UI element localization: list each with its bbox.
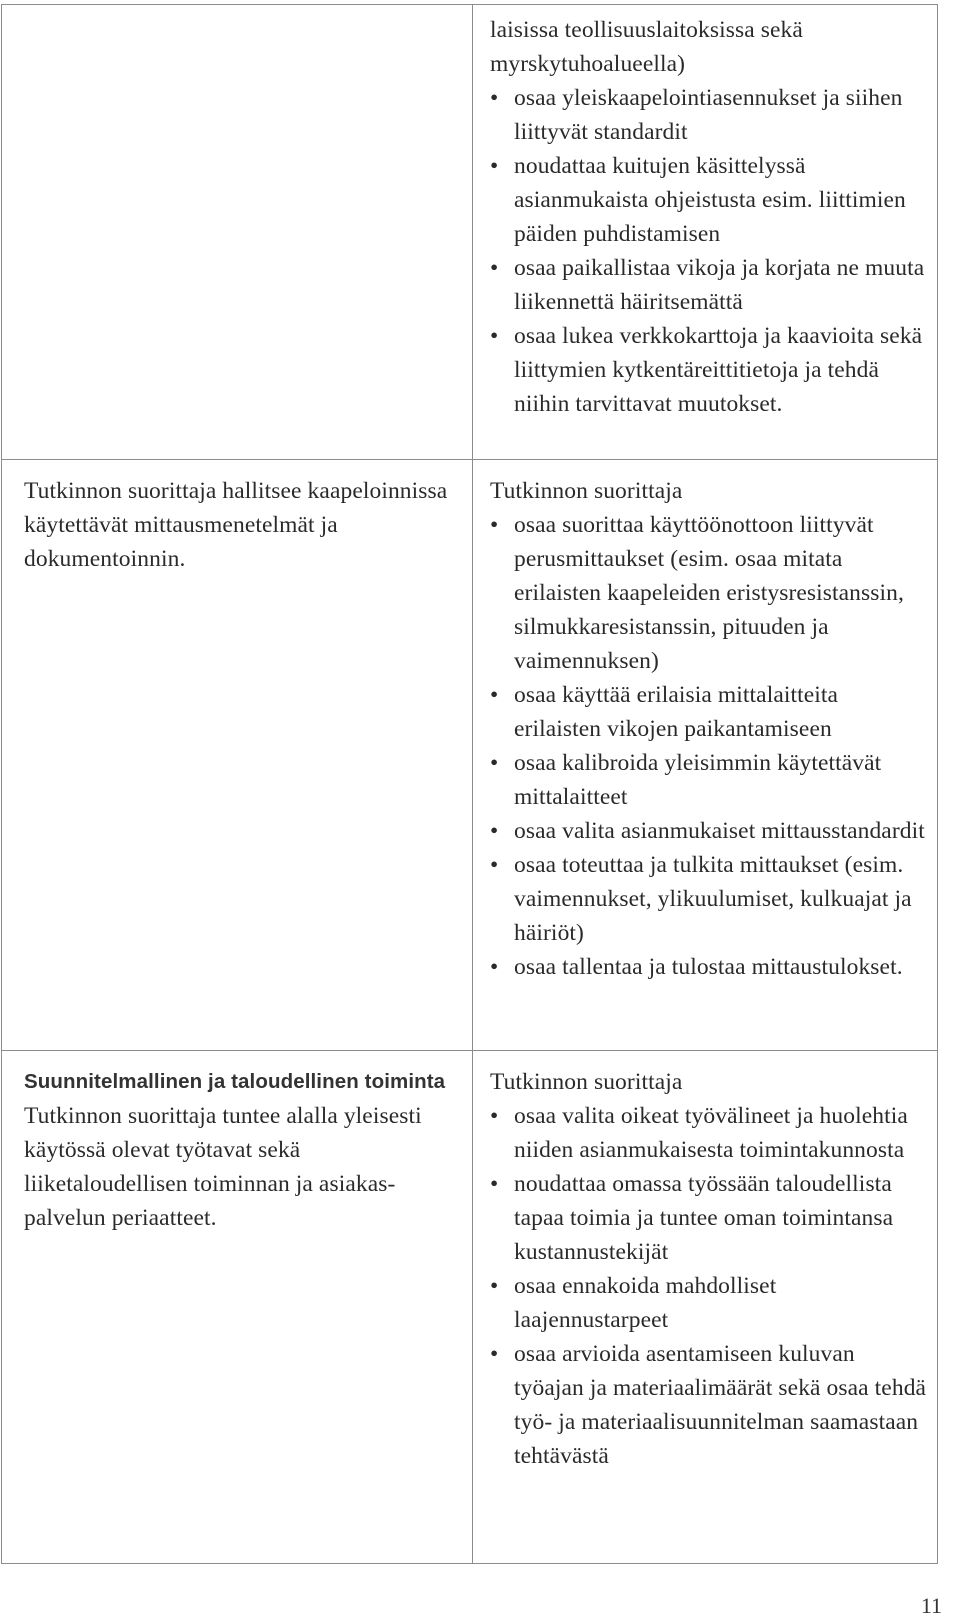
list-item: • noudattaa kuitujen käsittelyssä asianmukaista ohjeistusta esim. liittimien päiden puhdistamisen xyxy=(490,149,930,251)
list-item: • osaa tallentaa ja tulostaa mittaustulokset. xyxy=(490,950,930,984)
intro-text: Tutkinnon suorittaja xyxy=(490,1069,683,1095)
list-item: • noudattaa omassa työssään taloudellista tapaa toimia ja tuntee oman toimintansa kustannustekijät xyxy=(490,1167,930,1269)
criterion-text: Tutkinnon suorittaja tuntee alalla yleisesti käytössä olevat työtavat sekä liiketaloudellisen toiminnan ja asiakaspalvelun periaatteet. xyxy=(24,1103,422,1231)
continuation-line: myrskytuhoalueella) xyxy=(490,51,686,77)
list-item: • osaa yleiskaapelointiasennukset ja siihen liittyvät standardit xyxy=(490,81,930,149)
page-number: 11 xyxy=(920,1593,942,1618)
continuation-line: laisissa teollisuuslaitoksissa sekä xyxy=(490,17,803,43)
row1-right-cell xyxy=(490,13,930,421)
row-divider-1 xyxy=(2,459,937,460)
list-item: • osaa valita oikeat työvälineet ja huolehtia niiden asianmukaisesta toimintakunnosta xyxy=(490,1099,930,1167)
row2-item-list xyxy=(490,508,930,984)
row1-item-list xyxy=(490,81,930,421)
criteria-table xyxy=(1,4,938,1564)
list-item: • osaa lukea verkkokarttoja ja kaavioita sekä liittymien kytkentäreittitietoja ja tehdä niihin tarvittavat muutokset. xyxy=(490,319,930,421)
list-item: • osaa suorittaa käyttöönottoon liittyvät perusmittaukset (esim. osaa mitata erilaisten kaapeleiden eristysresistanssin, silmukkaresistanssin, pituuden ja vaimennuksen) xyxy=(490,508,930,678)
list-item: • osaa paikallistaa vikoja ja korjata ne muuta liikennettä häiritsemättä xyxy=(490,251,930,319)
list-item: • osaa ennakoida mahdolliset laajennustarpeet xyxy=(490,1269,930,1337)
list-item: • osaa valita asianmukaiset mittausstandardit xyxy=(490,814,930,848)
criterion-text: Tutkinnon suorittaja hallitsee kaapeloinnissa käytettävät mittausmenetelmät ja dokumentoinnin. xyxy=(24,478,448,572)
list-item: • osaa toteuttaa ja tulkita mittaukset (esim. vaimennukset, ylikuulumiset, kulkuajat ja häiriöt) xyxy=(490,848,930,950)
row3-item-list xyxy=(490,1099,930,1473)
list-item: • osaa arvioida asentamiseen kuluvan työajan ja materiaalimäärät sekä osaa tehdä työ- ja materiaalisuunnitelman saamastaan tehtävästä xyxy=(490,1337,930,1473)
section-heading: Suunnitelmallinen ja taloudellinen toiminta xyxy=(24,1070,446,1093)
intro-text: Tutkinnon suorittaja xyxy=(490,478,683,504)
row-divider-2 xyxy=(2,1050,937,1051)
row2-left-cell xyxy=(24,474,464,576)
row3-left-cell xyxy=(24,1065,464,1235)
list-item: • osaa käyttää erilaisia mittalaitteita erilaisten vikojen paikantamiseen xyxy=(490,678,930,746)
row3-right-cell xyxy=(490,1065,930,1473)
column-divider xyxy=(472,5,473,1563)
row2-right-cell xyxy=(490,474,930,984)
list-item: • osaa kalibroida yleisimmin käytettävät mittalaitteet xyxy=(490,746,930,814)
